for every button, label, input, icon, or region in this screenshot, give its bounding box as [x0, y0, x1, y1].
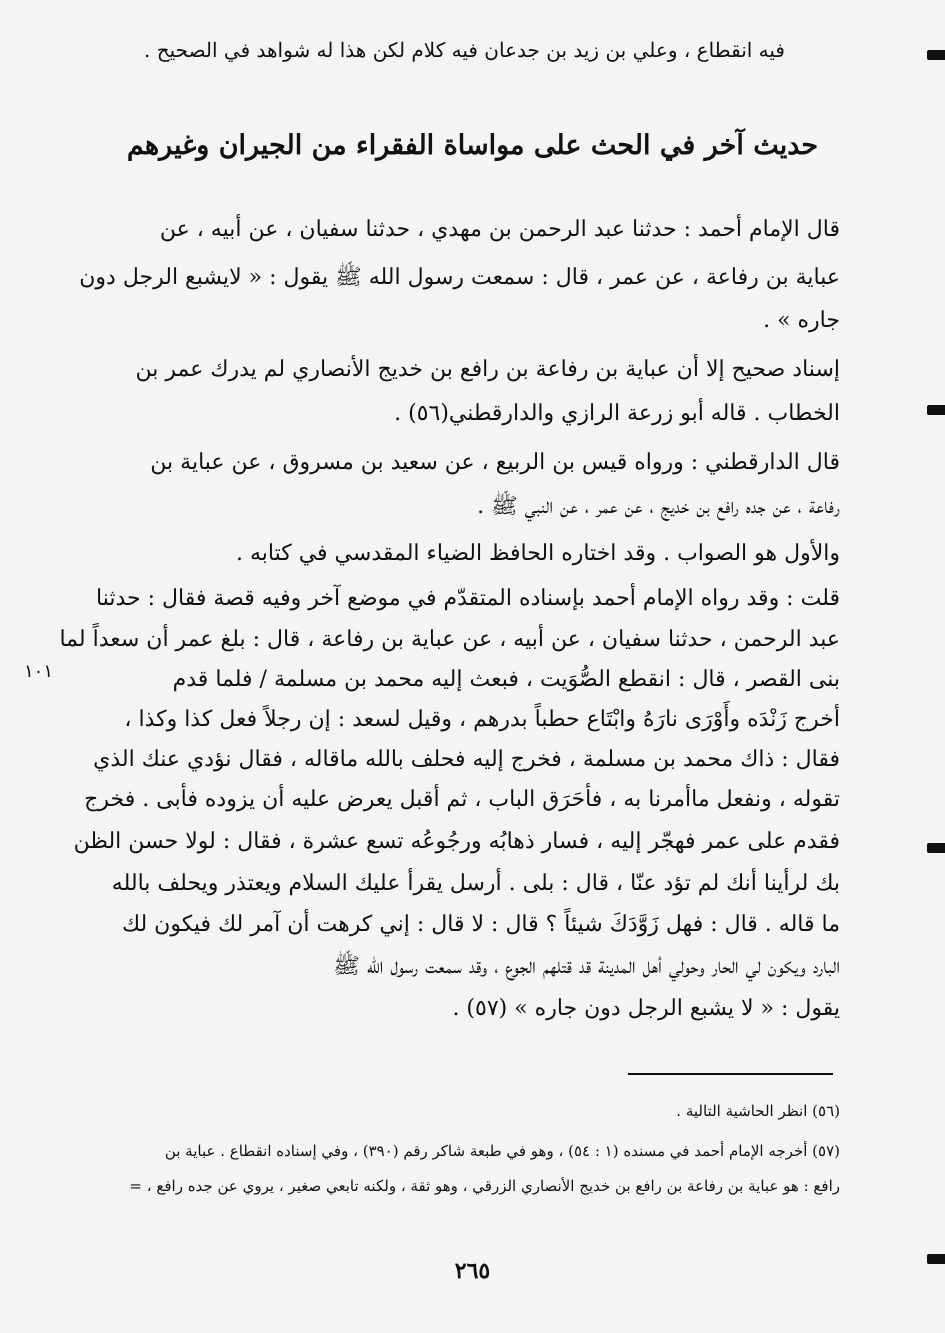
continued-text-line: فيه انقطاع ، وعلي بن زيد بن جدعان فيه كلام لكن هذا له شواهد في الصحيح .: [144, 38, 785, 62]
body-line: قال الإمام أحمد : حدثنا عبد الرحمن بن مهدي ، حدثنا سفيان ، عن أبيه ، عن: [159, 217, 840, 242]
body-line: والأول هو الصواب . وقد اختاره الحافظ الضياء المقدسي في كتابه .: [235, 541, 840, 566]
body-line: بنى القصر ، قال : انقطع الصُّوَيت ، فبعث إليه محمد بن مسلمة / فلما قدم: [172, 667, 840, 692]
body-line: أخرج زَنْدَه وأَوْرَى نارَهُ وابْتَاع حطباً بدرهم ، وقيل لسعد : إن رجلاً فعل كذا وكذا ،: [124, 707, 840, 732]
body-line: قلت : وقد رواه الإمام أحمد بإسناده المتقدّم في موضع آخر وفيه قصة فقال : حدثنا: [96, 586, 840, 611]
body-line: فقال : ذاك محمد بن مسلمة ، فخرج إليه فحلف بالله ماقاله ، فقال نؤدي عنك الذي: [93, 747, 840, 772]
body-line: عبد الرحمن ، حدثنا سفيان ، عن أبيه ، عن عباية بن رفاعة ، قال : بلغ عمر أن سعداً لما: [59, 627, 840, 652]
scan-edge-mark: [927, 1254, 945, 1264]
body-line: عباية بن رفاعة ، عن عمر ، قال : سمعت رسول الله ﷺ يقول : « لايشبع الرجل دون: [79, 265, 840, 290]
scan-edge-mark: [927, 843, 945, 853]
body-line: بك لرأينا أنك لم تؤد عنّا ، قال : بلى . أرسل يقرأ عليك السلام ويعتذر ويحلف بالله: [111, 871, 840, 896]
scan-edge-mark: [927, 405, 945, 415]
footnote-line: (٥٧) أخرجه الإمام أحمد في مسنده (١ : ٥٤) ، وهو في طبعة شاكر رقم (٣٩٠) ، وفي إسناده انقطاع . عباية بن: [164, 1142, 840, 1160]
body-line: رفاعة ، عن جده رافع بن خديج ، عن عمر ، عن النبي ﷺ .: [477, 494, 840, 519]
scan-edge-mark: [927, 50, 945, 60]
section-title: حديث آخر في الحث على مواساة الفقراء من الجيران وغيرهم: [126, 130, 819, 161]
footnote-divider: [628, 1073, 833, 1075]
body-line: فقدم على عمر فهجّر إليه ، فسار ذهابُه ورجُوعُه تسع عشرة ، فقال : لولا حسن الظن: [73, 829, 840, 854]
body-line: يقول : « لا يشبع الرجل دون جاره » (٥٧) .: [452, 996, 840, 1021]
body-line: تقوله ، ونفعل ماأمرنا به ، فأحَرَق الباب ، ثم أقبل يعرض عليه أن يزوده فأبى . فخرج: [84, 787, 840, 812]
body-line: جاره » .: [763, 308, 840, 333]
body-line: قال الدارقطني : ورواه قيس بن الربيع ، عن سعيد بن مسروق ، عن عباية بن: [150, 450, 840, 475]
body-line: ما قاله . قال : فهل زَوَّدَكَ شيئاً ؟ قال : لا قال : إني كرهت أن آمر لك فيكون لك: [121, 912, 840, 937]
margin-page-reference: ١٠١: [24, 661, 54, 682]
body-line: البارد ويكون لي الحار وحولي أهل المدينة قد قتلهم الجوع ، وقد سمعت رسول الله ﷺ: [333, 954, 840, 979]
body-line: إسناد صحيح إلا أن عباية بن رفاعة بن رافع بن خديج الأنصاري لم يدرك عمر بن: [135, 357, 840, 382]
footnote-line: (٥٦) انظر الحاشية التالية .: [676, 1102, 840, 1120]
page-number: ٢٦٥: [454, 1258, 491, 1284]
footnote-line: رافع : هو عباية بن رفاعة بن رافع بن خديج الأنصاري الزرقي ، وهو ثقة ، ولكنه تابعي صغير ، يروي عن جده رافع ، =: [129, 1177, 840, 1195]
body-line: الخطاب . قاله أبو زرعة الرازي والدارقطني(٥٦) .: [394, 401, 840, 426]
